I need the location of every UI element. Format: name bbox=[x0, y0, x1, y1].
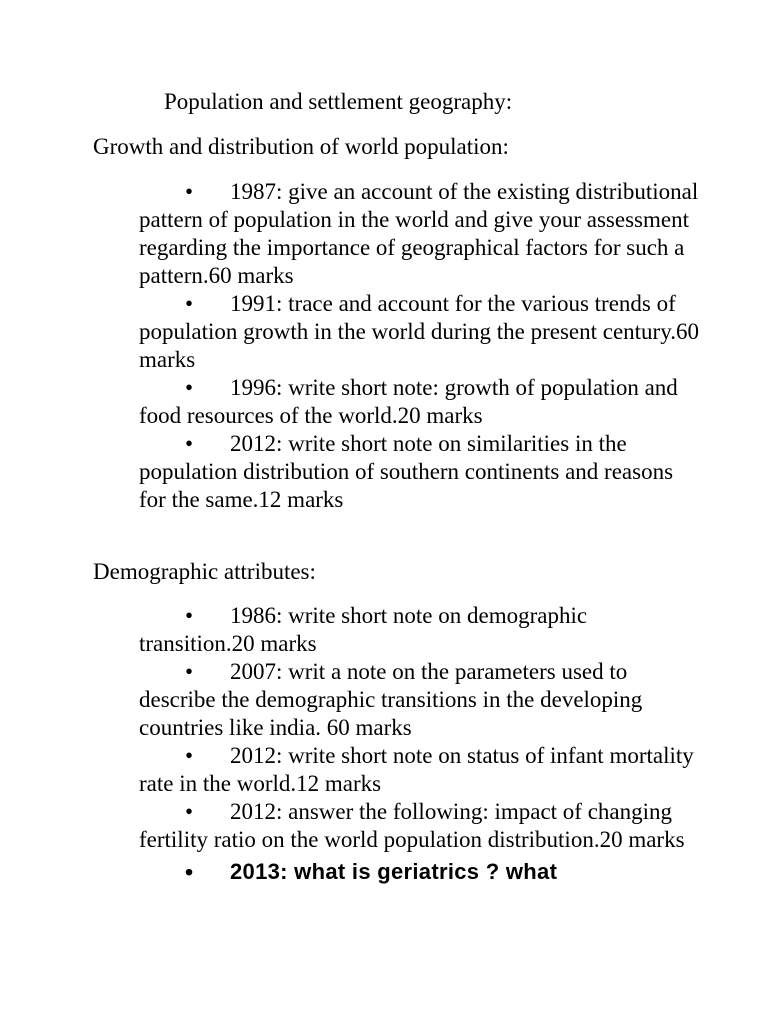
bullet-icon: • bbox=[185, 659, 194, 684]
list-item bbox=[139, 374, 699, 430]
item-text: 1991: trace and account for the various trends of population growth in the world during the present century.60 marks bbox=[139, 291, 699, 372]
bullet-icon: • bbox=[185, 603, 194, 628]
bullet-icon: • bbox=[185, 859, 194, 885]
list-item bbox=[139, 602, 699, 658]
item-text: 2013: what is geriatrics ? what bbox=[230, 859, 558, 884]
item-text: 1996: write short note: growth of population and food resources of the world.20 marks bbox=[139, 375, 678, 428]
bullet-icon: • bbox=[185, 743, 194, 768]
list-growth bbox=[139, 178, 699, 514]
bullet-icon: • bbox=[185, 375, 194, 400]
bullet-icon: • bbox=[185, 799, 194, 824]
list-item bbox=[139, 742, 699, 798]
list-item bbox=[139, 798, 699, 854]
item-text: 2012: answer the following: impact of changing fertility ratio on the world population distribution.20 marks bbox=[139, 799, 685, 852]
item-text: 2012: write short note on similarities in the population distribution of southern continents and reasons for the same.12 marks bbox=[139, 431, 674, 512]
item-text: 1987: give an account of the existing distributional pattern of population in the world and give your assessment regarding the importance of geographical factors for such a pattern.60 marks bbox=[139, 179, 699, 288]
list-item bbox=[139, 430, 699, 514]
item-text: 1986: write short note on demographic transition.20 marks bbox=[139, 603, 588, 656]
section-heading-demographic: Demographic attributes: bbox=[93, 559, 316, 584]
list-item bbox=[139, 290, 699, 374]
list-item bbox=[139, 658, 699, 742]
list-item bbox=[139, 858, 699, 886]
item-text: 2012: write short note on status of infant mortality rate in the world.12 marks bbox=[139, 743, 694, 796]
bullet-icon: • bbox=[185, 291, 194, 316]
document-title: Population and settlement geography: bbox=[164, 89, 513, 114]
bullet-icon: • bbox=[185, 431, 194, 456]
bullet-icon: • bbox=[185, 179, 194, 204]
list-demographic bbox=[139, 602, 699, 886]
item-text: 2007: writ a note on the parameters used to describe the demographic transitions in the developing countries like india. 60 marks bbox=[139, 659, 643, 740]
list-item bbox=[139, 178, 699, 290]
section-heading-growth: Growth and distribution of world population: bbox=[93, 134, 509, 159]
